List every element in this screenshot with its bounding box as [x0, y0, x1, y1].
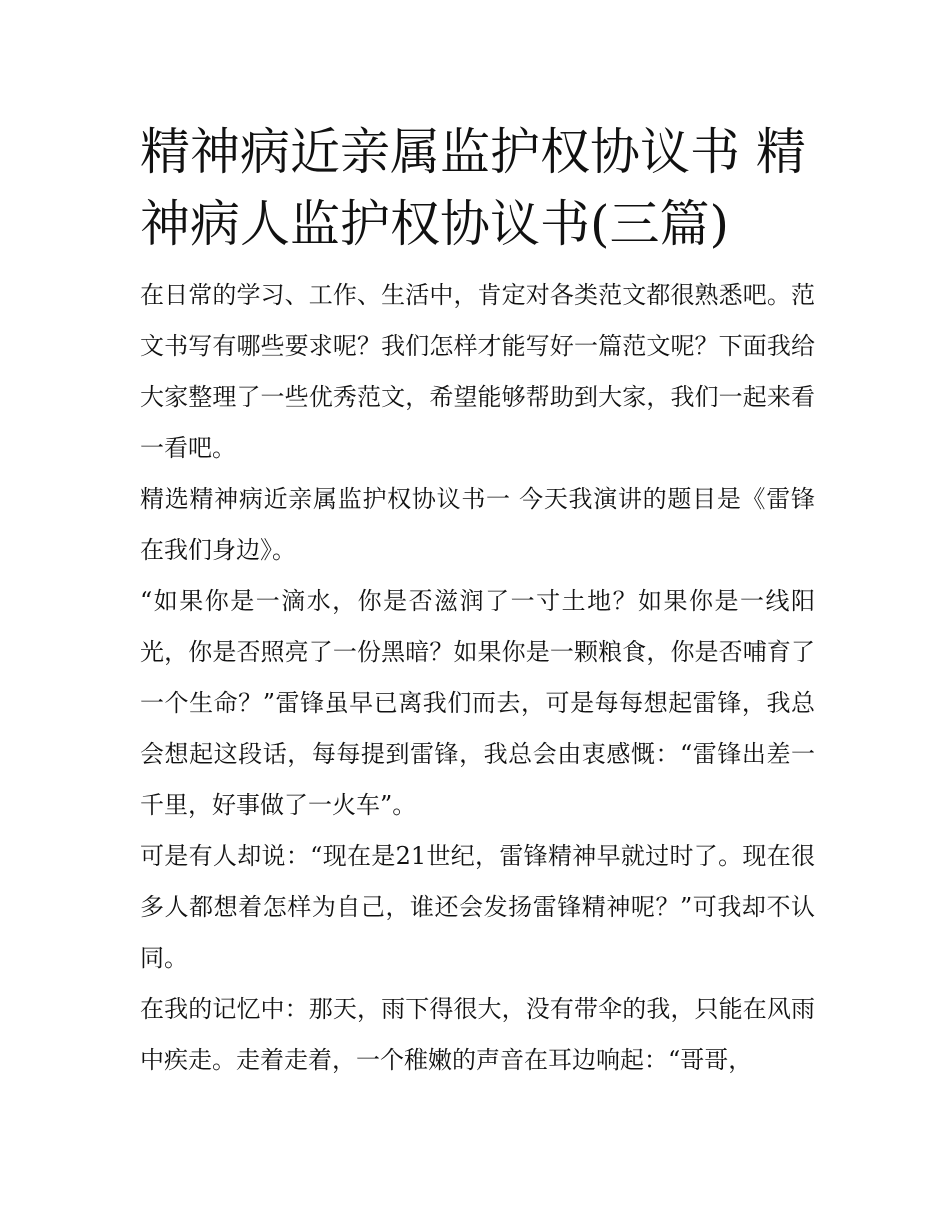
- document-title: 精神病近亲属监护权协议书 精神病人监护权协议书(三篇): [140, 123, 806, 253]
- paragraph-intro: 在日常的学习、工作、生活中，肯定对各类范文都很熟悉吧。范文书写有哪些要求呢？我们怎样才能写好一篇范文呢？下面我给大家整理了一些优秀范文，希望能够帮助到大家，我们一起来看一看吧。: [140, 281, 815, 462]
- paragraph-quote: “如果你是一滴水，你是否滋润了一寸土地？如果你是一线阳光，你是否照亮了一份黑暗？如果你是一颗粮食，你是否哺育了一个生命？”雷锋虽早已离我们而去，可是每每想起雷锋，我总会想起这段话，每每提到雷锋，我总会由衷感慨：“雷锋出差一千里，好事做了一火车”。: [140, 587, 815, 819]
- paragraph-memory: 在我的记忆中：那天，雨下得很大，没有带伞的我，只能在风雨中疾走。走着走着，一个稚嫩的声音在耳边响起：“哥哥，: [140, 995, 815, 1074]
- paragraph-speech-topic: 精选精神病近亲属监护权协议书一 今天我演讲的题目是《雷锋在我们身边》。: [140, 485, 815, 564]
- document-body: [140, 270, 815, 1086]
- paragraph-counterpoint: 可是有人却说：“现在是21世纪，雷锋精神早就过时了。现在很多人都想着怎样为自己，谁还会发扬雷锋精神呢？”可我却不认同。: [140, 842, 815, 972]
